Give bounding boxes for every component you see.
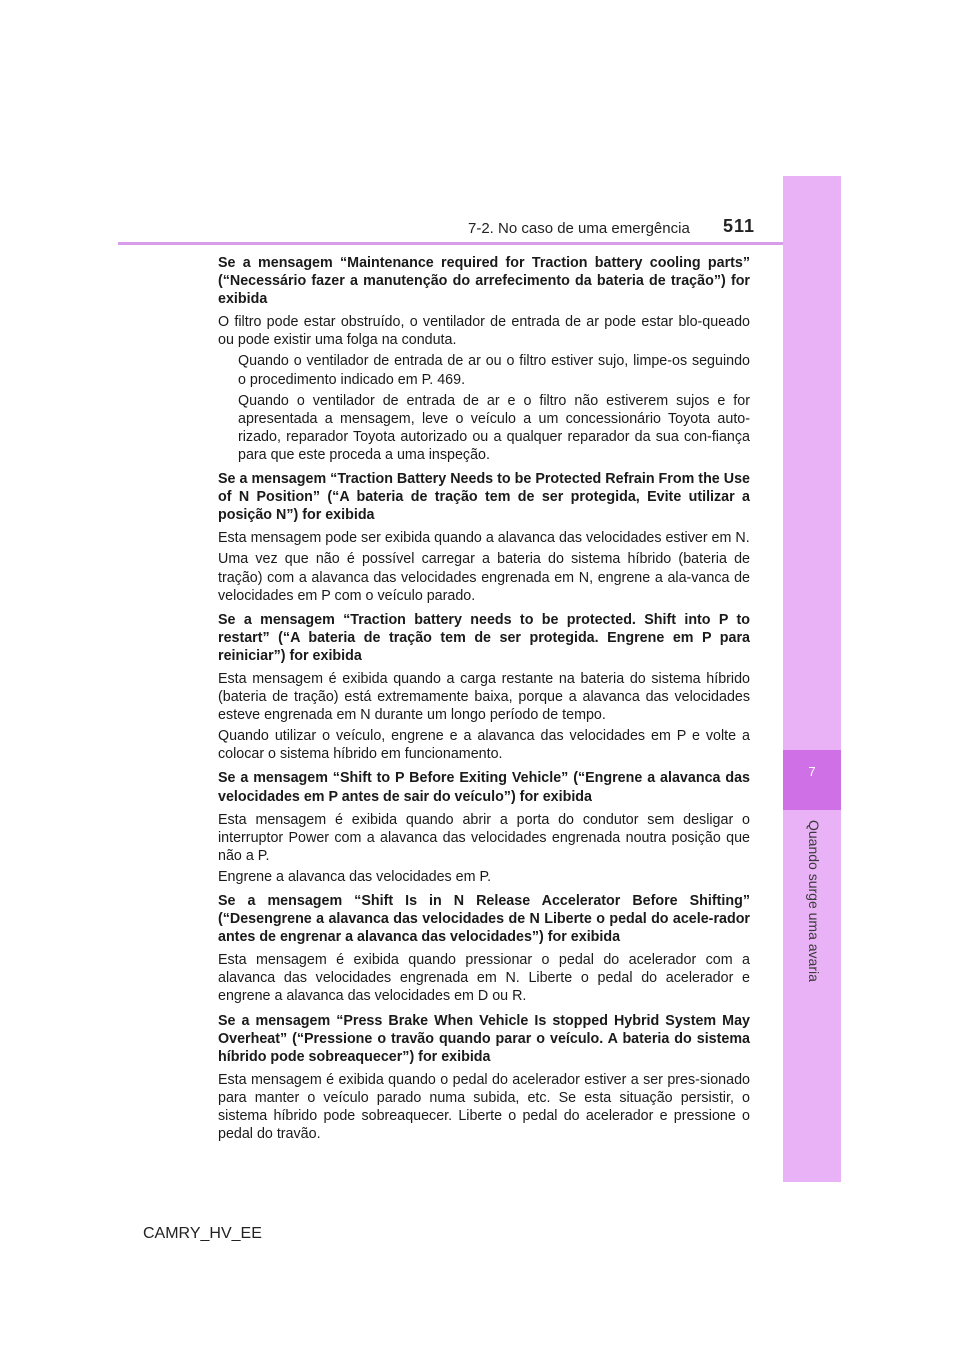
section-heading: Se a mensagem “Press Brake When Vehicle Is stopped Hybrid System May Overheat” (“Pressione o travão quando parar o veículo. A bateria do sistema híbrido pode sobreaquecer”) for exibida <box>218 1012 750 1065</box>
list-item: Quando o ventilador de entrada de ar ou o filtro estiver sujo, limpe-os seguindo o procedimento indicado em P. 469. <box>238 353 750 388</box>
section-paragraph: Engrene a alavanca das velocidades em P. <box>218 868 492 885</box>
section-press-brake <box>218 1012 750 1144</box>
section-traction-cooling <box>218 254 750 464</box>
section-paragraph: Esta mensagem é exibida quando o pedal do acelerador estiver a ser pres-sionado para manter o veículo parado numa subida, etc. Se esta situação persistir, o sistema híbrido pode sobreaquecer. Liberte o pedal do acelerador e pressione o pedal do travão. <box>218 1071 750 1143</box>
section-refrain-n-position <box>218 470 750 605</box>
section-heading: Se a mensagem “Traction Battery Needs to be Protected Refrain From the Use of N Position” (“A bateria de tração tem de ser protegida, Evite utilizar a posição N”) for exibida <box>218 471 750 524</box>
section-heading: Se a mensagem “Shift Is in N Release Accelerator Before Shifting” (“Desengrene a alavanca das velocidades de N Liberte o pedal do acele-rador antes de engrenar a alavanca das velocidades”) for exibida <box>218 893 750 946</box>
section-paragraph: Quando utilizar o veículo, engrene e a alavanca das velocidades em P e volte a colocar o sistema híbrido em funcionamento. <box>218 728 750 763</box>
chapter-number: 7 <box>808 764 816 779</box>
section-paragraph: O filtro pode estar obstruído, o ventilador de entrada de ar pode estar blo-queado ou pode existir uma folga na conduta. <box>218 314 750 349</box>
chapter-side-tab <box>783 176 841 1182</box>
section-release-accelerator <box>218 892 750 1006</box>
model-code: CAMRY_HV_EE <box>143 1225 262 1242</box>
section-heading: Se a mensagem “Shift to P Before Exiting Vehicle” (“Engrene a alavanca das velocidades em P antes de sair do veículo”) for exibida <box>218 770 750 805</box>
section-paragraph: Esta mensagem pode ser exibida quando a alavanca das velocidades estiver em N. <box>218 530 750 547</box>
section-shift-p-exiting <box>218 769 750 886</box>
section-paragraph: Esta mensagem é exibida quando a carga restante na bateria do sistema híbrido (bateria de tração) está extremamente baixa, porque a alavanca das velocidades esteve engrenada em N durante um longo período de tempo. <box>218 670 750 724</box>
chapter-number-tab <box>783 750 841 810</box>
page-number: 511 <box>723 216 756 236</box>
section-paragraph: Esta mensagem é exibida quando abrir a porta do condutor sem desligar o interruptor Power com a alavanca das velocidades engrenada noutra posição que não a P. <box>218 811 750 864</box>
section-heading: Se a mensagem “Traction battery needs to be protected. Shift into P to restart” (“A bateria de tração tem de ser protegida. Engrene em P para reiniciar”) for exibida <box>218 611 750 664</box>
section-title: 7-2. No caso de uma emergência <box>468 220 690 237</box>
list-item: Quando o ventilador de entrada de ar e o filtro não estiverem sujos e for apresentada a mensagem, leve o veículo a um concessionário Toyota auto-rizado, reparador Toyota autorizado ou a qualquer reparador da sua con-fiança para que este proceda a uma inspeção. <box>238 392 750 463</box>
page-content <box>218 254 750 1146</box>
section-heading: Se a mensagem “Maintenance required for Traction battery cooling parts” (“Necessário fazer a manutenção do arrefecimento da bateria de tração”) for exibida <box>218 255 750 308</box>
chapter-title: Quando surge uma avaria <box>806 820 822 982</box>
header-divider <box>118 242 783 245</box>
section-paragraph: Esta mensagem é exibida quando pressionar o pedal do acelerador com a alavanca das velocidades engrenada em N. Liberte o pedal do acelerador e engrene a alavanca das velocidades em D ou R. <box>218 952 750 1005</box>
section-paragraph: Uma vez que não é possível carregar a bateria do sistema híbrido (bateria de tração) com a alavanca das velocidades engrenada em N, engrene a ala-vanca de velocidades em P com o veículo parado. <box>218 551 750 604</box>
section-shift-p-restart <box>218 611 750 764</box>
